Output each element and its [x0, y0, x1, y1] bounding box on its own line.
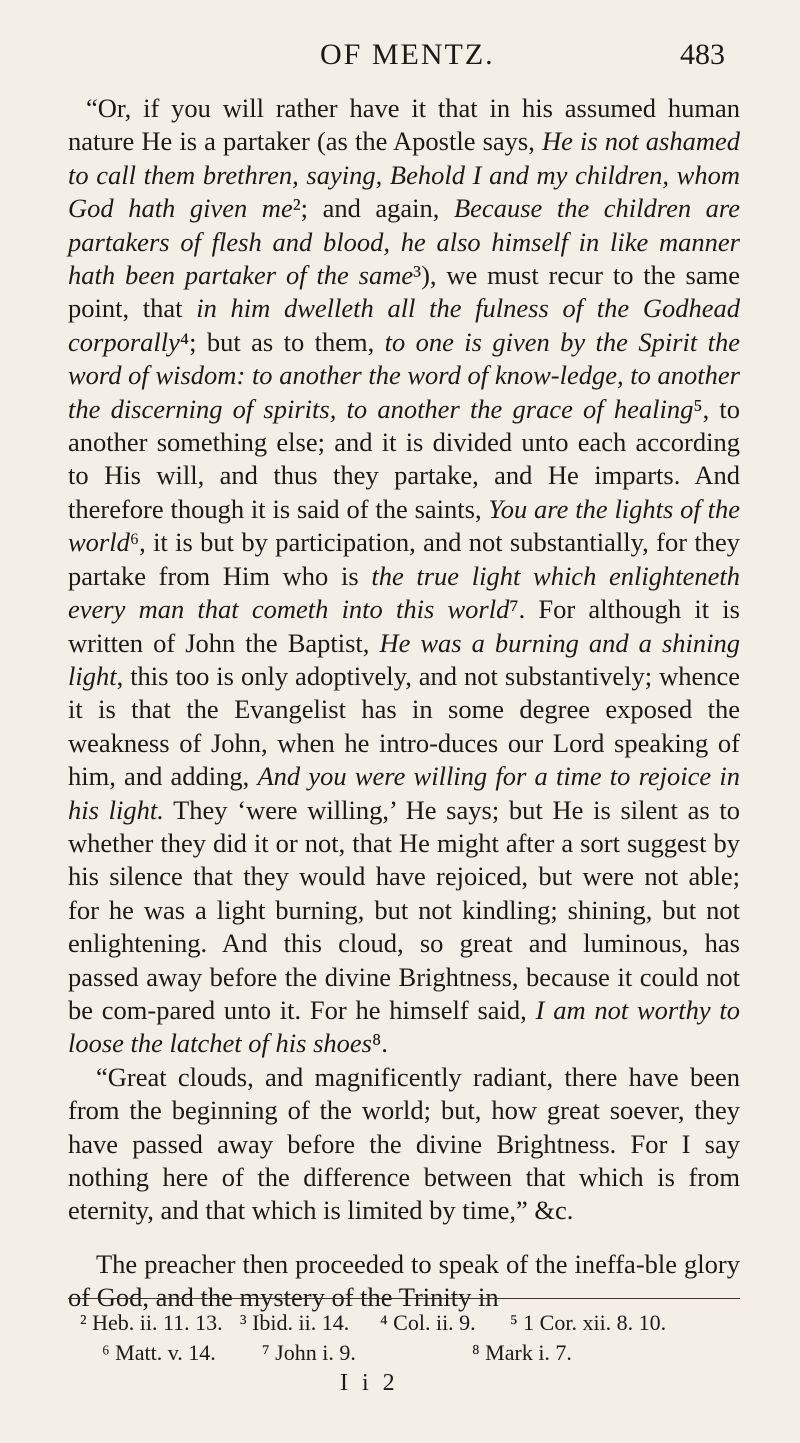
footnote-8: ⁸ Mark i. 7. [472, 1340, 572, 1365]
footnote-6: ⁶ Matt. v. 14. [102, 1340, 216, 1365]
italic-text-run: You are the lights of the world [68, 493, 740, 558]
footnote-rule [68, 1298, 740, 1299]
footnotes [68, 1308, 740, 1368]
italic-text-run: to one is given by the Spirit the word of wisdom: to another the word of know-ledge, to another the discerning of spirits, to another the grace of healing [68, 326, 740, 424]
text-run: ⁷. For although it is written of John the Baptist, [68, 594, 740, 658]
text-run: ⁶, it is but by participation, and not substantially, for they partake from Him who is [68, 527, 740, 591]
footnote-3: ³ Ibid. ii. 14. [240, 1310, 350, 1335]
text-run: , this too is only adoptively, and not substantively; whence it is that the Evangelist has in some degree exposed the weakness of John, when he intro-duces our Lord speaking of him, and adding, [68, 660, 740, 792]
text-run: ⁵, to another something else; and it is divided unto each according to His will, and thus they partake, and He imparts. And therefore though it is said of the saints, [68, 393, 740, 524]
footnote-2: ² Heb. ii. 11. 13. [80, 1310, 223, 1335]
page-header [0, 38, 800, 78]
text-run: ³), we must recur to the same point, that [68, 260, 740, 324]
footnote-5: ⁵ 1 Cor. xii. 8. 10. [510, 1310, 667, 1335]
footnote-7: ⁷ John i. 9. [262, 1340, 356, 1365]
page-number: 483 [680, 38, 725, 71]
text-run: ²; and again, [292, 193, 454, 224]
footnote-row [68, 1308, 740, 1338]
text-run: ⁴; but as to them, [179, 326, 385, 357]
signature-mark: I i 2 [340, 1370, 399, 1396]
paragraph-great-clouds: “Great clouds, and magnificently radiant, there have been from the beginning of the world; but, how great soever, they have passed away before the divine Brightness. For I say nothing here of the difference between that which is from eternity, and that which is limited by time,” &c. [68, 1061, 740, 1226]
paragraph-quote-main [68, 92, 740, 1061]
italic-text-run: the true light which enlighteneth every man that cometh into this world [68, 560, 740, 625]
italic-text-run: He was a burning and a shining light [68, 627, 740, 691]
paragraph-preacher: The preacher then proceeded to speak of the ineffa-ble glory of God, and the mystery of the Trinity in [68, 1248, 740, 1313]
running-title: OF MENTZ. [320, 38, 495, 71]
italic-text-run: I am not worthy to loose the latchet of his shoes [68, 994, 740, 1059]
italic-text-run: in him dwelleth all the fulness of the Godhead corporally [68, 293, 740, 357]
italic-text-run: Because the children are partakers of flesh and blood, he also himself in like manner hath been partaker of the same [68, 193, 740, 291]
footnote-row [68, 1338, 740, 1368]
italic-text-run: He is not ashamed to call them brethren, saying, Behold I and my children, whom God hath given me [68, 126, 741, 224]
footnote-4: ⁴ Col. ii. 9. [380, 1310, 476, 1335]
text-run: “Or, if you will rather have it that in his assumed human nature He is a partaker (as the Apostle says, [68, 93, 740, 157]
text-run: They ‘were willing,’ He says; but He is silent as to whether they did it or not, that He might after a sort suggest by his silence that they would have rejoiced, but were not able; for he was a light burning, but not kindling; shining, but not enlightening. And this cloud, so great and luminous, has passed away before the divine Brightness, because it could not be com-pared unto it. For he himself said, [68, 794, 740, 1025]
text-run: ⁸. [371, 1028, 388, 1059]
italic-text-run: And you were willing for a time to rejoice in his light. [68, 761, 740, 825]
body-text [68, 92, 740, 1315]
